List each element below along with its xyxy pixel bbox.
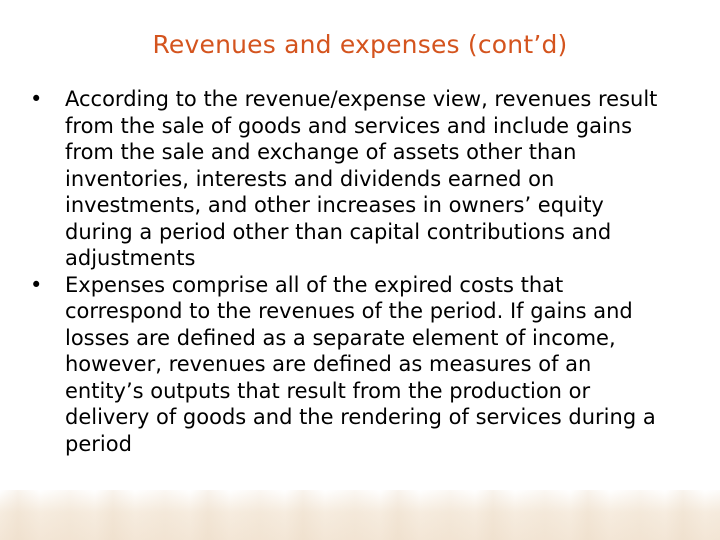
bullet-icon: • bbox=[30, 272, 43, 297]
bullet-item-revenues bbox=[30, 86, 670, 272]
bullet-icon: • bbox=[30, 87, 43, 111]
slide-title: Revenues and expenses (cont’d) bbox=[152, 30, 568, 59]
bullet-text-revenues: According to the revenue/expense view, revenues result from the sale of goods and services and include gains from the sale and exchange of assets other than inventories, interests and dividends earned on investments, and other increases in owners’ equity during a period other than capital contributions and adjustments bbox=[65, 87, 658, 270]
bullet-item-expenses bbox=[30, 272, 670, 458]
decorative-bottom-band bbox=[0, 490, 720, 540]
bullet-list bbox=[30, 86, 670, 457]
bullet-text-expenses: Expenses comprise all of the expired costs that correspond to the revenues of the period. If gains and losses are defined as a separate element of income, however, revenues are defined as measures of an entity’s outputs that result from the production or delivery of goods and the rendering of services during a period bbox=[65, 272, 656, 456]
